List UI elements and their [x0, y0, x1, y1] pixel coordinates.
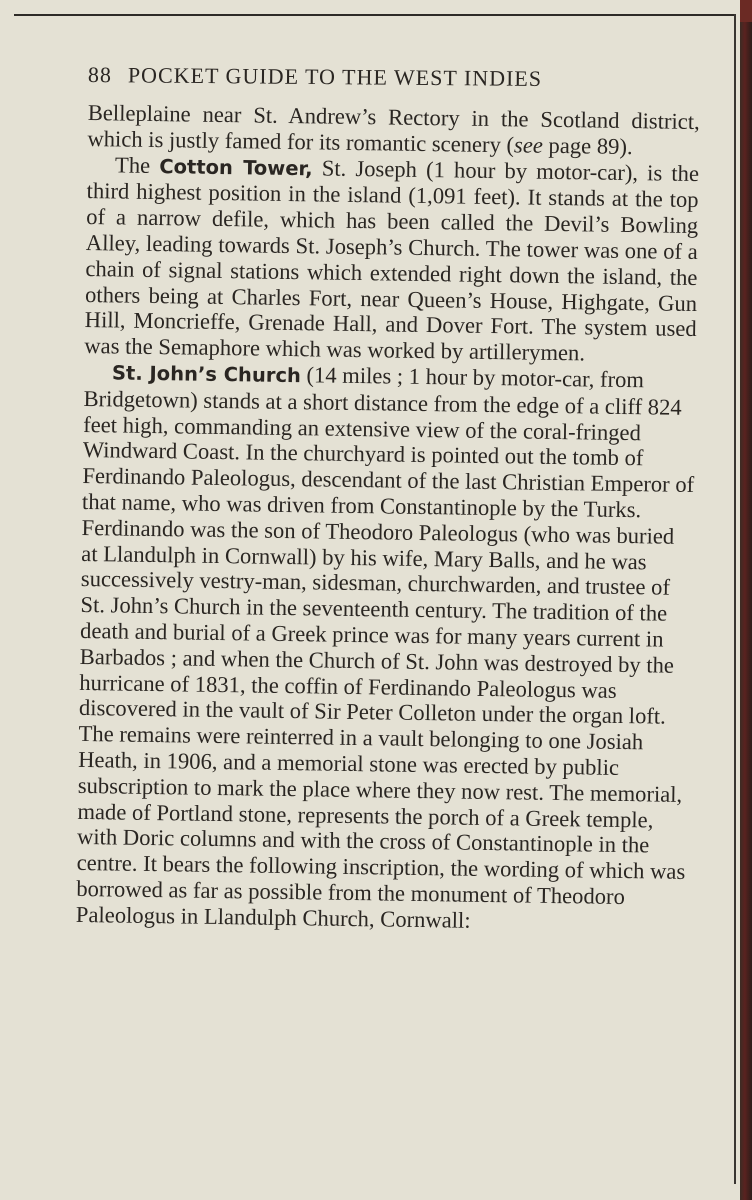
paragraph-text: Belleplaine near St. Andrew’s Rectory in the Scotland district, which is justly famed for its romantic scenery ( [87, 100, 700, 158]
paragraph-text-end: page 89). [542, 132, 633, 159]
page-edge-line [734, 14, 736, 1184]
running-header [88, 62, 708, 93]
spine-band [740, 0, 752, 22]
paragraph-cotton-tower [84, 152, 699, 368]
heading-cotton-tower: Cotton Tower, [159, 154, 313, 180]
paragraph-st-johns-church [76, 359, 696, 937]
paragraph-text: (14 miles ; 1 hour by motor-car, from Bridgetown) stands at a short distance from the edge of a cliff 824 feet high, commanding an extensive view of the coral-fringed Windward Coast. In the churchyard is pointed out the tomb of Ferdinando Paleologus, descendant of the last Christian Emperor of that name, who was driven from Constantinople by the Turks. Ferdinando was the son of Theodoro Paleologus (who was buried at Llandulph in Cornwall) by his wife, Mary Balls, and he was successively vestry-man, sidesman, churchwarden, and trustee of St. John’s Church in the seventeenth century. The tradition of the death and burial of a Greek prince was for many years current in Barbados ; and when the Church of St. John was destroyed by the hurricane of 1831, the coffin of Ferdinando Paleologus was discovered in the vault of Sir Peter Colleton under the organ loft. The remains were reinterred in a vault belonging to one Josiah Heath, in 1906, and a memorial stone was erected by public subscription to mark the place where they now rest. The memorial, made of Portland stone, represents the porch of a Greek temple, with Doric columns and with the cross of Constantinople in the centre. It bears the following inscription, the wording of which was borrowed as far as possible from the monument of Theodoro Paleologus in Llandulph Church, Cornwall: [75, 362, 695, 933]
paragraph-scotland-district [87, 100, 700, 161]
top-border-line [14, 14, 734, 16]
see-italic: see [513, 132, 544, 158]
book-spine [740, 0, 752, 1200]
paragraph-text: St. Joseph (1 hour by motor-car), is the third highest position in the island (1,091 feet). It stands at the top of a narrow defile, which has been called the Devil’s Bowling Alley, leading towards St. Joseph’s Church. The tower was one of a chain of signal stations which extended right down the island, the others being at Charles Fort, near Queen’s House, Highgate, Gun Hill, Moncrieffe, Grenade Hall, and Dover Fort. The system used was the Semaphore which was worked by artillerymen. [84, 154, 700, 366]
heading-st-johns-church: St. John’s Church [111, 361, 302, 388]
paragraph-intro: The [114, 152, 160, 178]
page-number: 88 [87, 62, 112, 88]
running-title: POCKET GUIDE TO THE WEST INDIES [127, 62, 543, 91]
body-text [76, 100, 700, 936]
